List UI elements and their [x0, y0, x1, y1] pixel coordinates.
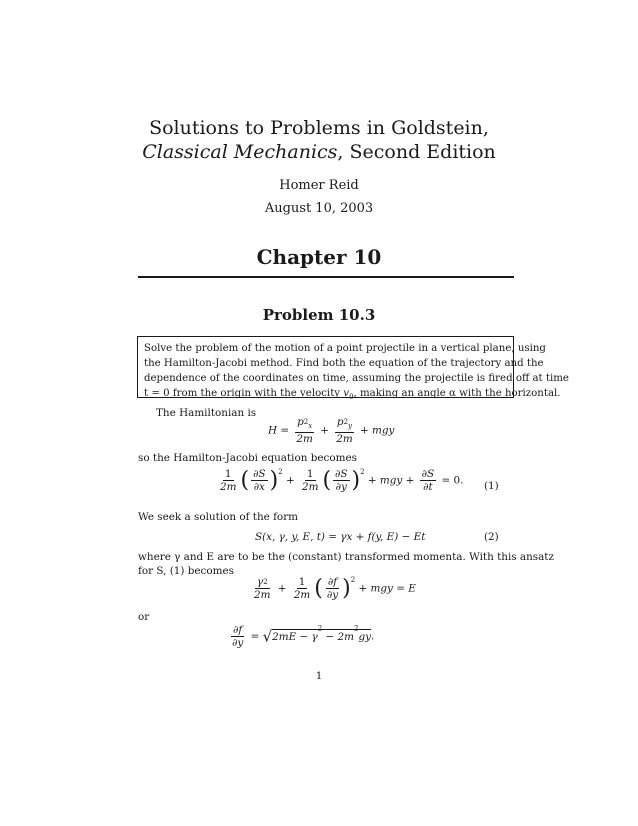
author: Homer Reid: [279, 178, 359, 193]
body-text: so the Hamilton-Jacobi equation becomes: [138, 452, 357, 464]
body-text: We seek a solution of the form: [138, 511, 299, 523]
problem-statement-box: [137, 336, 569, 402]
derivative-equation: $\frac{\partial f}{\partial y}$ = $√2mE - \gamma^2 - 2m^2gy$.: [232, 624, 375, 649]
page-number: 1: [315, 670, 323, 682]
statement-line: Solve the problem of the motion of a point projectile in a vertical plane, using: [144, 343, 546, 354]
book-title: Classical Mechanics: [142, 141, 338, 163]
body-text: The Hamiltonian is: [156, 407, 257, 419]
statement-line: dependence of the coordinates on time, assuming the projectile is fired off at time: [144, 373, 569, 384]
problem-heading: Problem 10.3: [262, 306, 376, 324]
body-text: or: [138, 611, 150, 623]
equation-number: (1): [484, 480, 499, 492]
body-text: for S, (1) becomes: [138, 565, 234, 577]
reduced-equation: $\frac{\gamma^2}{2m}$ + $\frac{1}{2m}$ ( $\frac{\partial f}{\partial y}$ )$^2$ + mgy = E: [254, 576, 416, 601]
ansatz-equation: S(x, γ, y, E, t) = γx + f(y, E) − Et: [255, 531, 426, 543]
chapter-heading: Chapter 10: [256, 245, 382, 269]
equation-number: (2): [484, 531, 499, 543]
body-text: where γ and E are to be the (constant) transformed momenta. With this ansatz: [138, 551, 554, 563]
document-title-line1: Solutions to Problems in Goldstein,: [149, 117, 489, 139]
hamiltonian-equation: H = $\frac{p^2_x}{2m}$ + $\frac{p^2_y}{2m}$ + mgy: [268, 416, 395, 446]
date: August 10, 2003: [264, 201, 374, 216]
statement-line: the Hamilton-Jacobi method. Find both the equation of the trajectory and the: [144, 358, 544, 369]
chapter-rule: [138, 276, 514, 278]
statement-line: t = 0 from the origin with the velocity $v_0$, making an angle α with the horizontal.: [144, 388, 561, 402]
hamilton-jacobi-equation: $\frac{1}{2m}$ ( $\frac{\partial S}{\partial x}$ )$^2$ + $\frac{1}{2m}$ ( $\frac{\partial S}{\partial y}$ )$^2$ + mgy + $\frac{\partial S}{\partial t}$ = 0.: [220, 468, 464, 493]
document-title-line2: [0, 141, 638, 163]
edition-text: , Second Edition: [337, 141, 496, 163]
